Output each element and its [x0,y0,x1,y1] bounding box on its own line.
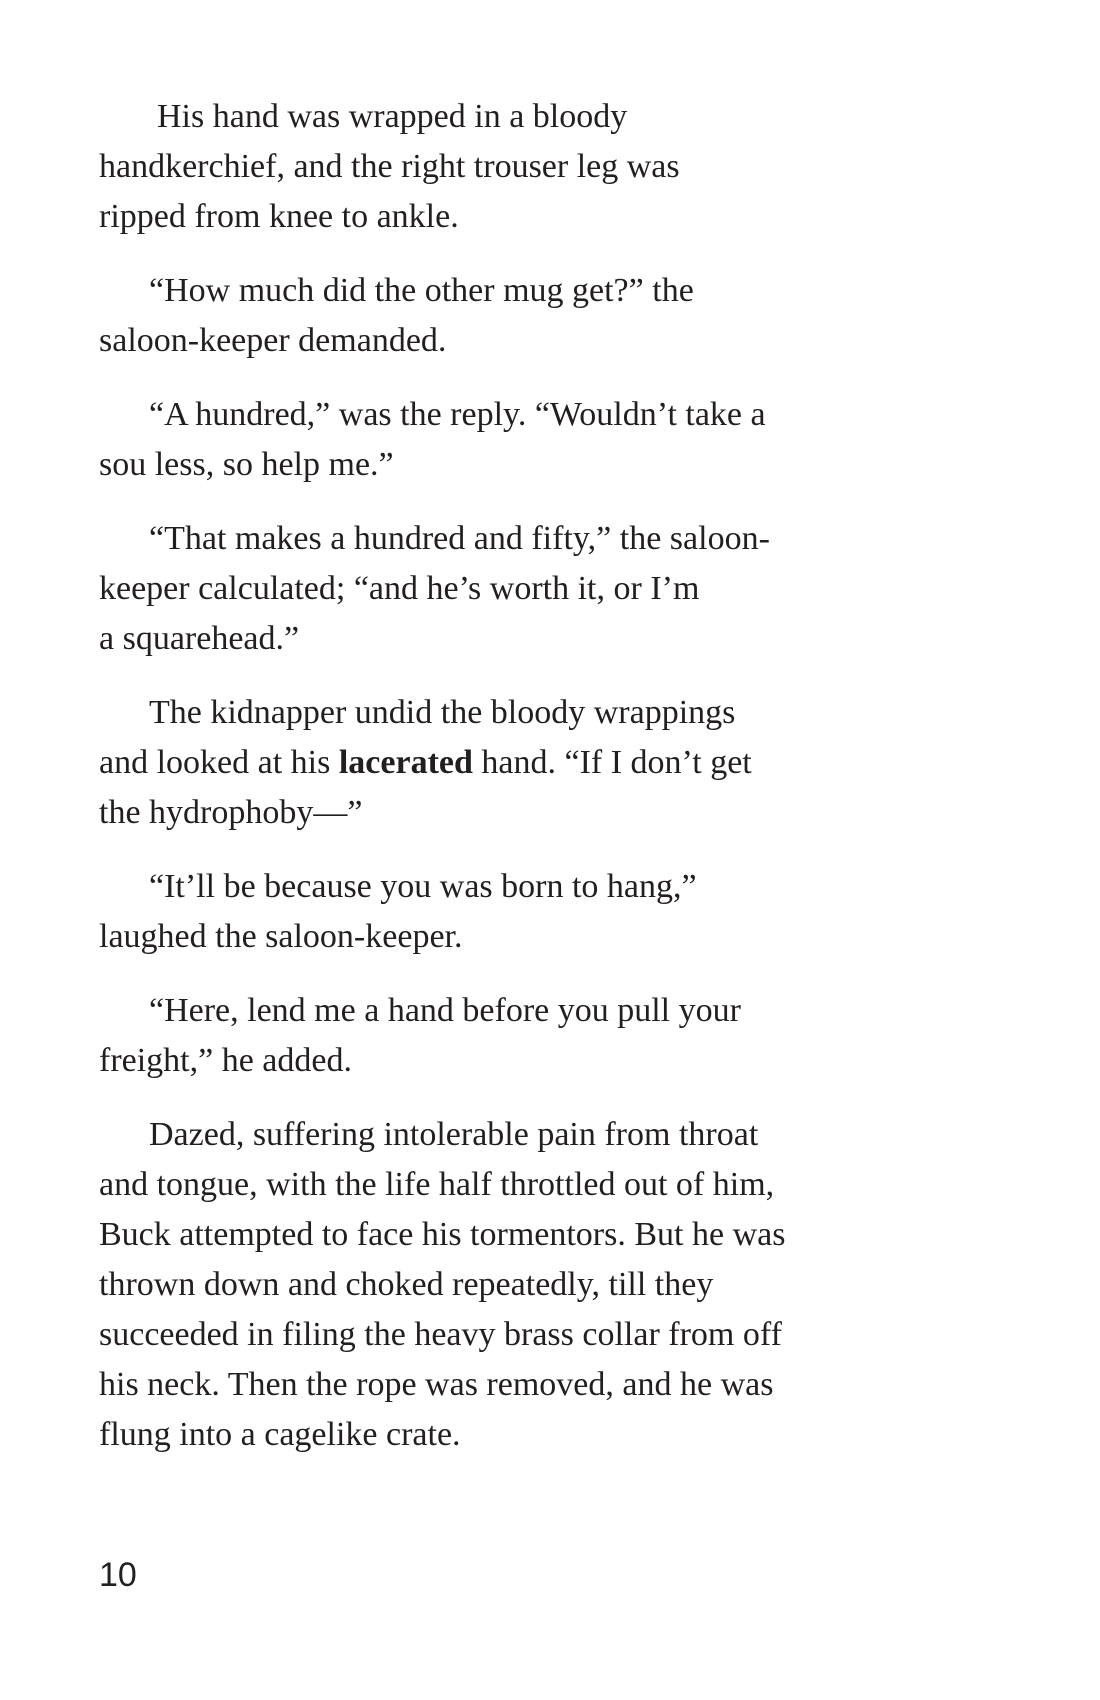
vocabulary-word: lacerated [338,744,473,781]
page-number: 10 [99,1556,137,1594]
paragraph: “Here, lend me a hand before you pull your freight,” he added. [99,992,741,1079]
paragraph: “How much did the other mug get?” the saloon-keeper demanded. [99,272,694,359]
paragraph: “A hundred,” was the reply. “Wouldn’t take a sou less, so help me.” [99,396,766,483]
paragraph: “It’ll be because you was born to hang,” laughed the saloon-keeper. [99,868,697,955]
body-text [99,92,899,1484]
paragraph: His hand was wrapped in a bloody handkerchief, and the right trouser leg was ripped from knee to ankle. [99,98,680,235]
paragraph-kidnapper [99,688,899,838]
text-before: The kidnapper undid the bloody wrappings and looked at his [99,694,736,781]
text-after: hand. “If I don’t get the hydrophoby—” [99,744,752,831]
paragraph: Dazed, suffering intolerable pain from throat and tongue, with the life half throttled out of him, Buck attempted to face his tormentors. But he was thrown down and choked repeatedly, till they succeeded in filing the heavy brass collar from off his neck. Then the rope was removed, and he was flung into a cagelike crate. [99,1116,786,1453]
paragraph: “That makes a hundred and fifty,” the saloon- keeper calculated; “and he’s worth it, or I’m a squarehead.” [99,520,770,657]
